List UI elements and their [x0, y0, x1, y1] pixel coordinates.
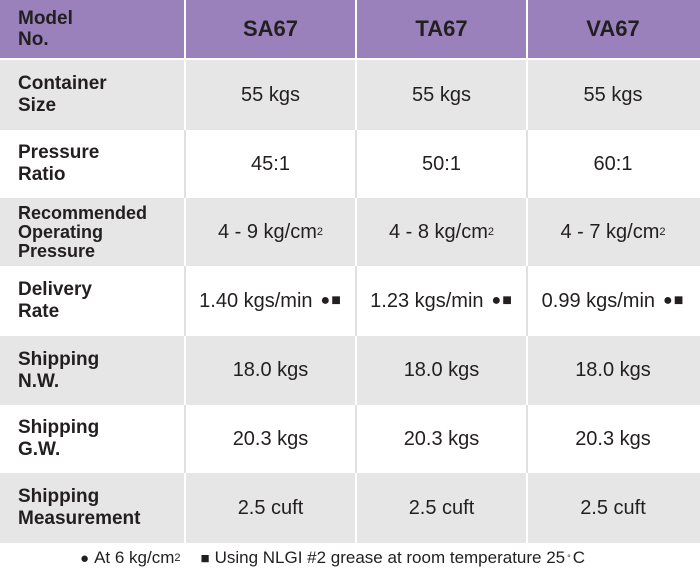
row-label-line2: N.W. [18, 370, 60, 392]
table-cell: 2.5 cuft [580, 496, 646, 519]
cell-value: 1.40 kgs/min [199, 289, 313, 312]
row-label [0, 336, 186, 405]
row-label [0, 405, 186, 473]
table-cell: 60:1 [593, 152, 633, 175]
table-cell: 50:1 [357, 130, 528, 198]
row-label [0, 60, 186, 130]
table-row-shipping-measurement [0, 473, 700, 543]
row-label-line1: Delivery [18, 279, 92, 300]
header-label [0, 0, 186, 58]
table-cell: 18.0 kgs [575, 359, 651, 381]
footnote-1: At 6 kg/cm [94, 548, 175, 567]
row-label-line1: Pressure [18, 142, 100, 163]
cell-value: 1.23 kgs/min [370, 289, 484, 312]
table-row-delivery-rate [0, 266, 700, 336]
footnotes: ● At 6 kg/cm 2 ■ Using NLGI #2 grease at room temperature 25 ° C [80, 548, 586, 567]
table-row-container-size [0, 60, 700, 130]
model-ta67: TA67 [357, 0, 528, 58]
square-bullet-icon: ■ [200, 549, 210, 567]
table-cell [186, 266, 357, 336]
table-cell: 4 - 8 kg/cm 2 [357, 198, 528, 266]
circle-bullet-icon: ● [80, 549, 90, 567]
table-row-pressure-ratio [0, 130, 700, 198]
row-label-line1: Recommended [18, 202, 148, 223]
row-label-line1: Shipping [18, 417, 100, 438]
table-cell [528, 266, 698, 336]
header-label-line1: Model [18, 8, 73, 29]
row-label [0, 198, 186, 266]
header-row [0, 0, 700, 60]
table-cell: 4 - 7 kg/cm 2 [560, 220, 666, 243]
footnote-2: Using NLGI #2 grease at room temperature 25 [214, 548, 566, 567]
table-cell: 20.3 kgs [186, 405, 357, 473]
table-cell: 45:1 [186, 130, 357, 198]
table-row-shipping-gw [0, 405, 700, 473]
row-label-line2: Rate [18, 301, 60, 322]
note-marks: ●■ [491, 292, 513, 309]
table-cell [357, 266, 528, 336]
row-label-line1: Shipping [18, 486, 100, 507]
table-cell: 20.3 kgs [357, 405, 528, 473]
table-cell: 18.0 kgs [186, 336, 357, 405]
table-row-operating-pressure [0, 198, 700, 266]
note-marks: ●■ [663, 292, 685, 309]
cell-value: 0.99 kgs/min [541, 289, 656, 312]
row-label-line1: Shipping [18, 348, 100, 370]
row-label-line2: Size [18, 95, 57, 116]
cell-value: 4 - 7 kg/cm [560, 220, 660, 243]
row-label-line2: Operating [18, 221, 104, 242]
table-cell: 2.5 cuft [357, 473, 528, 543]
table-cell: 4 - 9 kg/cm 2 [186, 198, 357, 266]
table-cell: 20.3 kgs [575, 427, 651, 450]
row-label-line3: Pressure [18, 240, 96, 261]
model-va67: VA67 [586, 16, 640, 41]
row-label [0, 473, 186, 543]
row-label [0, 266, 186, 336]
row-label [0, 130, 186, 198]
row-label-line2: Ratio [18, 164, 66, 185]
row-label-line2: Measurement [18, 508, 141, 529]
table-cell: 55 kgs [186, 60, 357, 130]
row-label-line1: Container [18, 73, 107, 94]
table-cell: 2.5 cuft [186, 473, 357, 543]
cell-value: 4 - 9 kg/cm [217, 220, 317, 243]
table-cell: 18.0 kgs [357, 336, 528, 405]
table-row-shipping-nw [0, 336, 700, 405]
note-marks: ●■ [320, 292, 342, 309]
table-cell: 55 kgs [583, 83, 643, 106]
cell-value: 4 - 8 kg/cm [388, 220, 488, 243]
header-label-line2: No. [18, 29, 49, 50]
temperature-unit: C [572, 548, 586, 567]
model-sa67: SA67 [186, 0, 357, 58]
row-label-line2: G.W. [18, 439, 61, 460]
table-cell: 55 kgs [357, 60, 528, 130]
